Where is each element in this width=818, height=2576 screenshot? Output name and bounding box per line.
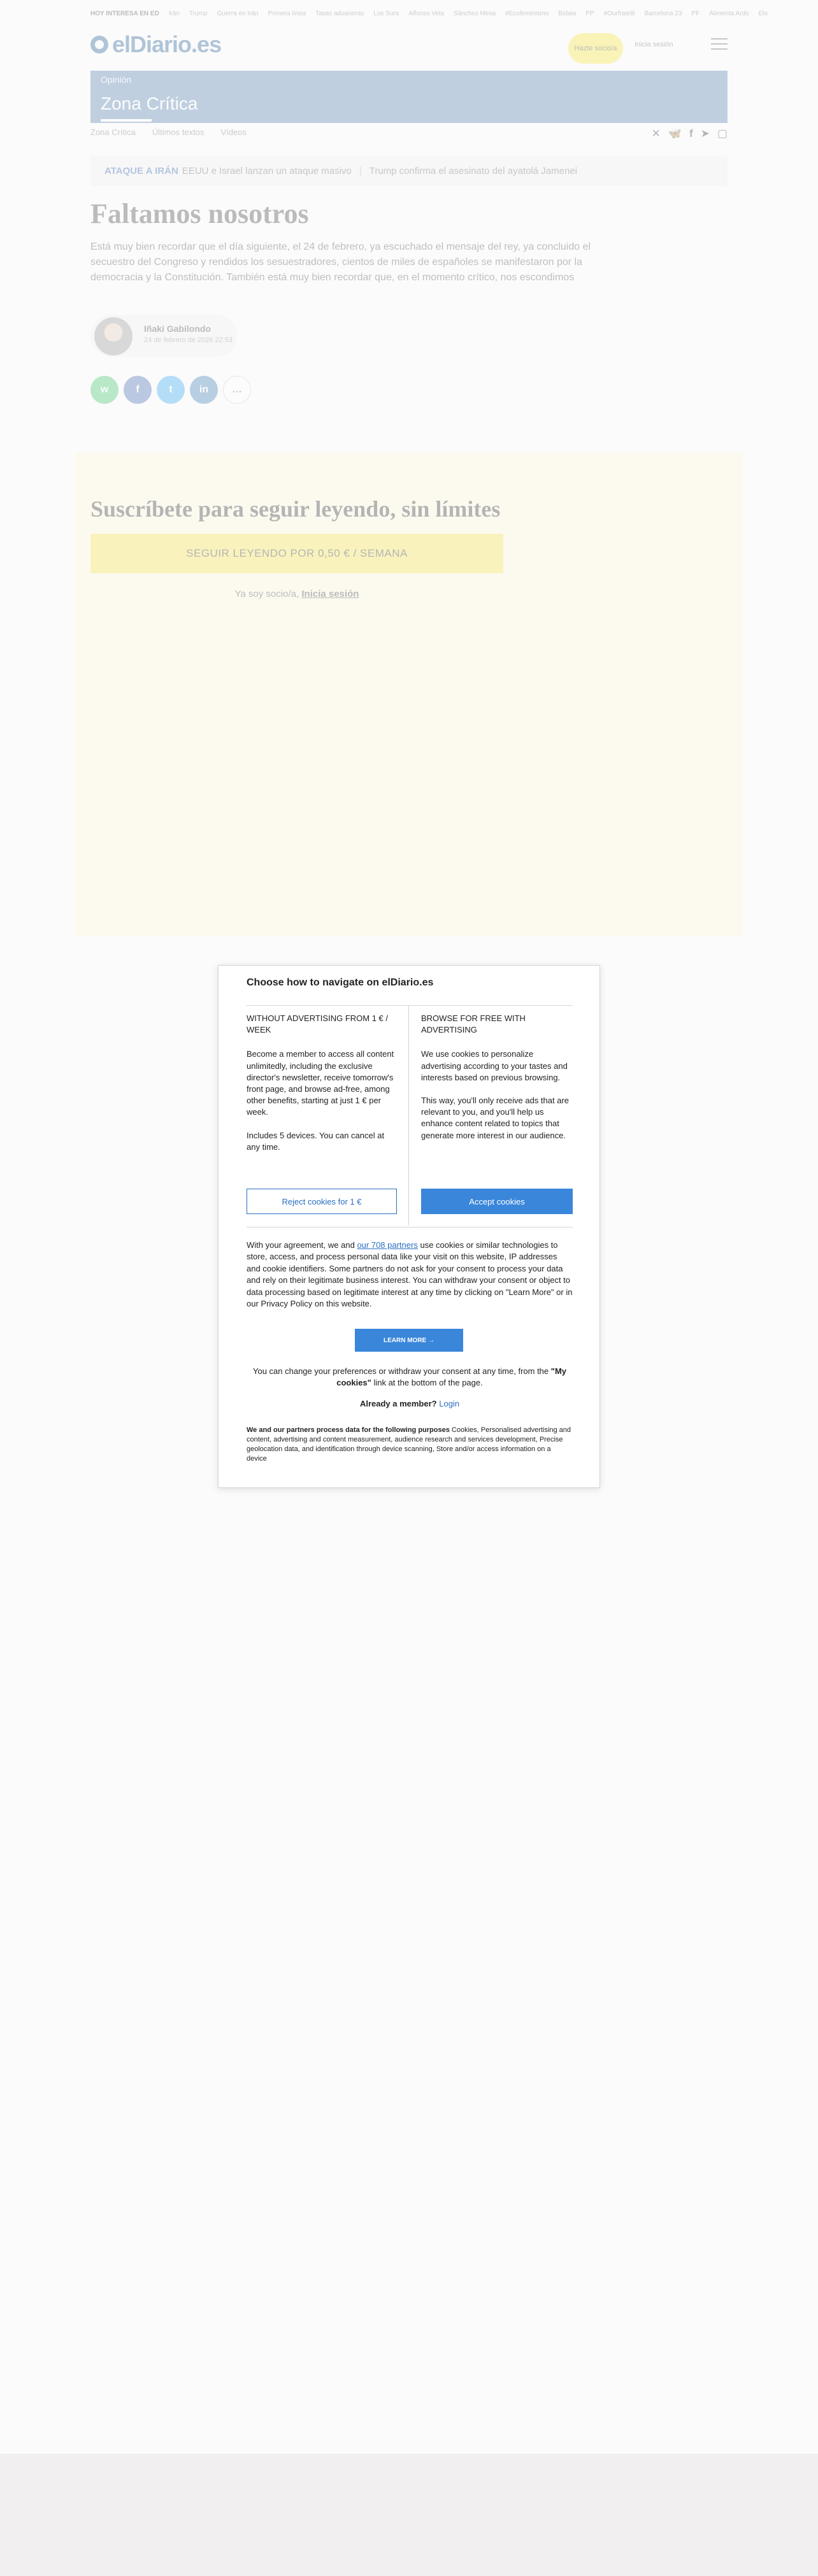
breaking-news-bar (90, 155, 728, 186)
article-summary: Está muy bien recordar que el día siguiente, el 24 de febrero, ya escuchado el mensaje del rey, ya concluido el secuestro del Congreso y rendidos los sesuestradores, cientos de miles de españoles se manifestaron por la democracia y la Constitución. También está muy bien recordar que, en el momento crítico, nos escondimos (90, 241, 591, 283)
share-buttons (90, 376, 251, 404)
bluesky-icon[interactable]: 🦋 (668, 127, 682, 140)
trending-item[interactable]: Elo (758, 10, 768, 17)
author-name[interactable]: Iñaki Gabilondo (144, 324, 212, 334)
divider (247, 1005, 573, 1006)
telegram-icon[interactable]: ➤ (700, 127, 710, 140)
trending-topics-bar (90, 8, 768, 19)
purposes-heading: We and our partners process data for the following purposes (247, 1426, 450, 1434)
accept-cookies-button[interactable]: Accept cookies (421, 1189, 573, 1214)
subnav-item[interactable]: Vídeos (220, 127, 247, 137)
twitter-icon[interactable]: t (157, 376, 185, 404)
paywall-already-text: Ya soy socio/a, (234, 589, 299, 599)
paid-option-note: Includes 5 devices. You can cancel at any time. (247, 1130, 385, 1152)
column-divider (408, 1005, 409, 1226)
section-banner (90, 71, 728, 123)
breaking-headline[interactable]: EEUU e Israel lanzan un ataque masivo (182, 165, 352, 176)
trending-item[interactable]: Primera línea (268, 10, 306, 17)
paid-option-description: Become a member to access all content unlimitedly, including the exclusive director's newsletter, receive tomorrow's front page, and browse ad-free, among other benefits, starting at just 1 € per week. (247, 1049, 394, 1117)
trending-item[interactable]: Sánchez Mesa (453, 10, 496, 17)
free-option-heading: BROWSE FOR FREE WITH ADVERTISING (421, 1013, 526, 1035)
x-icon[interactable]: ✕ (651, 127, 661, 140)
free-option-note: This way, you'll only receive ads that are relevant to you, and you'll help us enhance content related to topics that generate more interest in our audience. (421, 1095, 570, 1140)
dialog-title: Choose how to navigate on elDiario.es (247, 977, 434, 988)
more-icon[interactable]: … (223, 376, 251, 404)
trending-item[interactable]: #Ecofeminismo (505, 10, 549, 17)
learn-more-button[interactable]: LEARN MORE → (355, 1329, 463, 1352)
free-option-description: We use cookies to personalize advertising according to your tastes and interests based on previous browsing. (421, 1049, 568, 1082)
partners-link[interactable]: our 708 partners (357, 1240, 418, 1250)
paywall-title: Suscríbete para seguir leyendo, sin límites (90, 496, 501, 522)
subscribe-button[interactable]: SEGUIR LEYENDO POR 0,50 € / SEMANA (90, 534, 503, 573)
cookie-consent-dialog (218, 965, 600, 1488)
purposes-text (247, 1426, 573, 1463)
breaking-tag[interactable]: ATAQUE A IRÁN (104, 165, 178, 176)
member-login-link[interactable]: Login (439, 1399, 460, 1408)
trending-lead: HOY INTERESA EN ED (90, 10, 159, 17)
trending-item[interactable]: Alimenta Ardo (709, 10, 749, 17)
my-cookies-label: "My cookies" (336, 1366, 567, 1388)
article-date: 24 de febrero de 2026 22:53 (144, 336, 233, 344)
facebook-icon[interactable]: f (124, 376, 152, 404)
menu-icon[interactable] (711, 38, 728, 50)
subnav-item[interactable]: Últimos textos (152, 127, 204, 137)
change-post: link at the bottom of the page. (373, 1378, 483, 1388)
trending-item[interactable]: Tasas aduaneras (315, 10, 364, 17)
section-kicker[interactable]: Opinión (101, 75, 132, 85)
trending-item[interactable]: #Ourfratelli (603, 10, 635, 17)
subnav-item[interactable]: Zona Crítica (90, 127, 136, 137)
breaking-separator: | (359, 165, 362, 176)
paid-option-heading: WITHOUT ADVERTISING FROM 1 € / WEEK (247, 1013, 388, 1035)
trending-item[interactable]: PF (691, 10, 700, 17)
paywall-panel (75, 452, 743, 936)
trending-item[interactable]: Barcelona 23 (644, 10, 682, 17)
breaking-headline[interactable]: Trump confirma el asesinato del ayatolá Jamenei (369, 165, 577, 176)
trending-item[interactable]: Irán (168, 10, 180, 17)
facebook-icon[interactable]: f (689, 127, 693, 140)
whatsapp-icon[interactable]: w (90, 376, 118, 404)
paywall-login-link[interactable]: Inicia sesión (301, 589, 359, 599)
section-name[interactable]: Zona Crítica (101, 94, 198, 113)
trending-item[interactable]: Alfonso Vela (408, 10, 444, 17)
section-underline (101, 119, 152, 122)
logo-text: elDiario.es (112, 31, 222, 57)
author-card[interactable] (90, 315, 237, 357)
already-member-text: Already a member? (359, 1399, 437, 1408)
social-links (652, 127, 728, 140)
login-link[interactable]: Inicia sesión (635, 41, 673, 48)
change-preferences-text (247, 1366, 573, 1389)
trending-item[interactable]: Trump (189, 10, 208, 17)
trending-item[interactable]: Los Sura (373, 10, 399, 17)
linkedin-icon[interactable]: in (190, 376, 218, 404)
become-member-button[interactable]: Hazte socio/a (568, 33, 623, 64)
free-option-column (421, 1013, 571, 1153)
author-avatar (94, 317, 133, 355)
consent-text (247, 1240, 573, 1310)
logo-ring-icon (90, 36, 108, 54)
site-logo[interactable] (90, 32, 221, 57)
instagram-icon[interactable]: ▢ (717, 127, 728, 140)
paid-option-column (247, 1013, 397, 1164)
already-member-line (247, 1399, 573, 1408)
paywall-login-line (75, 589, 503, 599)
purposes-list: Cookies, Personalised advertising and content, advertising and content measurement, audience research and services development, Precise geolocation data, and identification through device scanning, Store and/or access information on a device (247, 1426, 571, 1463)
trending-item[interactable]: Bidaia (558, 10, 577, 17)
article-headline: Faltamos nosotros (90, 198, 309, 229)
consent-pre: With your agreement, we and (247, 1240, 355, 1250)
trending-item[interactable]: Guerra en Irán (217, 10, 259, 17)
change-pre: You can change your preferences or withdraw your consent at any time, from the (252, 1366, 549, 1376)
section-subnav (90, 127, 728, 143)
reject-cookies-button[interactable]: Reject cookies for 1 € (247, 1189, 397, 1214)
trending-item[interactable]: PP (585, 10, 594, 17)
consent-post: use cookies or similar technologies to store, access, and process personal data like your visit on this website, IP addresses and cookie identifiers. Some partners do not ask for your consent to process your data and rely on their legitimate business interest. You can withdraw your consent or object to data processing based on legitimate interest at any time by clicking on "Learn More" or in our Privacy Policy on this website. (247, 1240, 573, 1309)
